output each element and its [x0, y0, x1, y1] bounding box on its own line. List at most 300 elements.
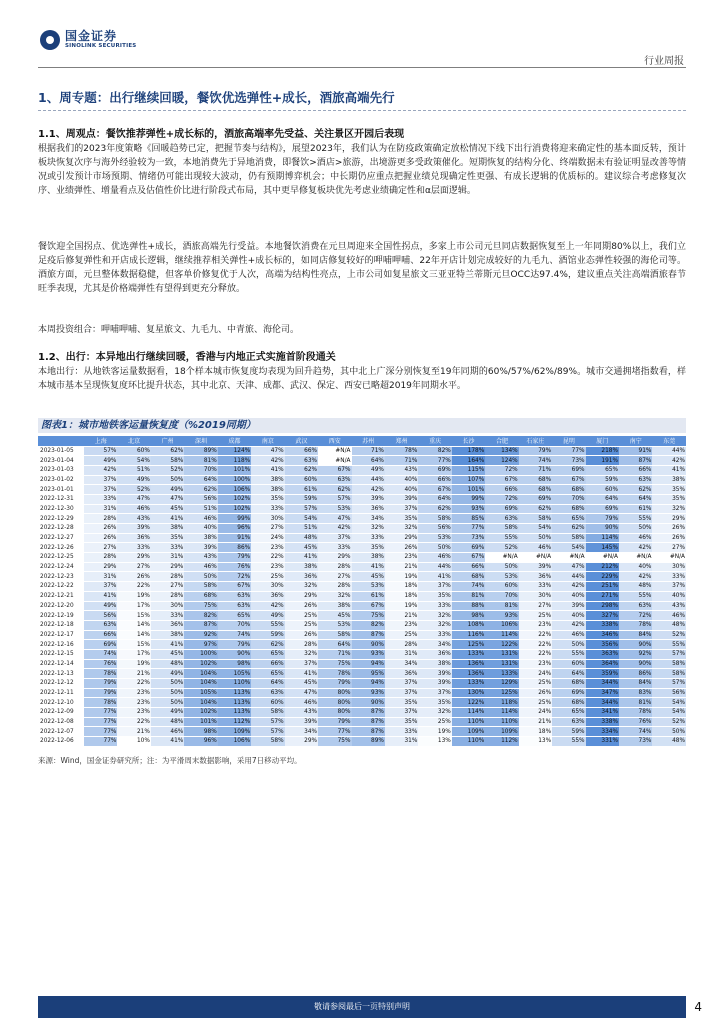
table-cell: #N/A: [519, 553, 552, 563]
table-cell: 212%: [586, 562, 619, 572]
table-cell: 61%: [352, 591, 385, 601]
table-cell: 33%: [251, 504, 284, 514]
table-cell: 356%: [586, 640, 619, 650]
table-cell: 62%: [151, 446, 184, 456]
table-cell: 60%: [586, 485, 619, 495]
table-cell: 62%: [285, 465, 318, 475]
table-cell: 23%: [251, 562, 284, 572]
table-cell: 35%: [418, 591, 451, 601]
table-cell: 229%: [586, 572, 619, 582]
subsection-title-1: 1.1、周观点：餐饮推荐弹性+成长标的，酒旅高端率先受益、关注景区开园后表现: [38, 129, 405, 140]
row-date: 2022-12-09: [38, 708, 84, 718]
table-cell: 33%: [84, 494, 117, 504]
table-cell: 41%: [285, 553, 318, 563]
table-cell: 80%: [318, 708, 351, 718]
table-cell: 102%: [184, 659, 217, 669]
table-row: [38, 727, 686, 737]
row-date: 2022-12-31: [38, 494, 84, 504]
table-cell: 29%: [385, 533, 418, 543]
row-date: 2022-12-27: [38, 533, 84, 543]
table-cell: 47%: [285, 688, 318, 698]
table-cell: 66%: [485, 485, 518, 495]
table-cell: 49%: [151, 485, 184, 495]
header-city: 昆明: [552, 436, 585, 446]
table-cell: 63%: [251, 688, 284, 698]
table-cell: 19%: [385, 572, 418, 582]
table-cell: 90%: [218, 649, 251, 659]
row-date: 2022-12-30: [38, 504, 84, 514]
table-cell: 39%: [285, 717, 318, 727]
table-cell: 37%: [652, 582, 686, 592]
table-cell: 113%: [218, 708, 251, 718]
table-row: [38, 465, 686, 475]
table-cell: 66%: [251, 659, 284, 669]
row-date: 2022-12-17: [38, 630, 84, 640]
table-cell: 33%: [418, 601, 451, 611]
table-cell: 66%: [285, 446, 318, 456]
table-cell: 50%: [418, 543, 451, 553]
table-cell: 37%: [418, 582, 451, 592]
row-date: 2022-12-26: [38, 543, 84, 553]
table-cell: 39%: [385, 494, 418, 504]
table-cell: 68%: [184, 591, 217, 601]
table-cell: 74%: [218, 630, 251, 640]
table-cell: 37%: [385, 504, 418, 514]
row-date: 2022-12-07: [38, 727, 84, 737]
table-cell: 69%: [485, 504, 518, 514]
table-cell: 14%: [117, 620, 150, 630]
table-cell: 26%: [385, 543, 418, 553]
table-cell: 364%: [586, 659, 619, 669]
table-cell: 79%: [586, 514, 619, 524]
table-cell: 13%: [418, 737, 451, 746]
table-cell: 76%: [619, 717, 652, 727]
table-cell: 164%: [452, 456, 485, 466]
table-cell: #N/A: [652, 553, 686, 563]
row-date: 2023-01-03: [38, 465, 84, 475]
table-cell: 61%: [285, 485, 318, 495]
metro-recovery-table: [38, 436, 686, 746]
table-cell: 64%: [251, 679, 284, 689]
table-cell: 47%: [318, 514, 351, 524]
table-cell: 28%: [318, 562, 351, 572]
table-row: [38, 591, 686, 601]
table-cell: 66%: [452, 562, 485, 572]
table-row: [38, 485, 686, 495]
table-cell: 45%: [151, 649, 184, 659]
table-cell: 344%: [586, 698, 619, 708]
table-cell: 52%: [652, 630, 686, 640]
table-cell: 24%: [519, 708, 552, 718]
table-cell: 50%: [151, 688, 184, 698]
table-cell: 68%: [552, 679, 585, 689]
table-cell: 30%: [251, 582, 284, 592]
table-cell: 53%: [418, 533, 451, 543]
table-cell: 104%: [184, 679, 217, 689]
row-date: 2022-12-21: [38, 591, 84, 601]
table-cell: 92%: [184, 630, 217, 640]
table-cell: 38%: [318, 601, 351, 611]
table-cell: 37%: [418, 688, 451, 698]
table-cell: 70%: [552, 494, 585, 504]
table-cell: 28%: [285, 640, 318, 650]
table-cell: 89%: [352, 737, 385, 746]
table-cell: 67%: [318, 465, 351, 475]
table-cell: 136%: [452, 659, 485, 669]
table-cell: 46%: [151, 727, 184, 737]
table-cell: 29%: [652, 514, 686, 524]
table-cell: 32%: [652, 504, 686, 514]
table-cell: 21%: [519, 717, 552, 727]
table-cell: 58%: [251, 737, 284, 746]
table-cell: 77%: [84, 737, 117, 746]
section-title: 1、周专题：出行继续回暖，餐饮优选弹性+成长，酒旅高端先行: [38, 90, 395, 105]
table-cell: 31%: [385, 737, 418, 746]
table-cell: 23%: [251, 543, 284, 553]
table-cell: 72%: [619, 611, 652, 621]
table-cell: 106%: [218, 737, 251, 746]
table-cell: 59%: [285, 494, 318, 504]
table-cell: 42%: [652, 456, 686, 466]
table-cell: 18%: [385, 582, 418, 592]
table-cell: 82%: [184, 611, 217, 621]
table-cell: 67%: [418, 485, 451, 495]
table-cell: 63%: [552, 717, 585, 727]
table-cell: 23%: [117, 688, 150, 698]
table-cell: 63%: [285, 456, 318, 466]
table-cell: 22%: [519, 649, 552, 659]
table-cell: 91%: [619, 446, 652, 456]
table-cell: 33%: [318, 543, 351, 553]
table-cell: 76%: [84, 659, 117, 669]
table-cell: 73%: [552, 456, 585, 466]
table-cell: 55%: [619, 591, 652, 601]
table-cell: 53%: [318, 620, 351, 630]
table-cell: 106%: [485, 620, 518, 630]
table-cell: 31%: [84, 504, 117, 514]
table-cell: 27%: [151, 582, 184, 592]
subsection-title-2: 1.2、出行：本异地出行继续回暖，香港与内地正式实施首阶段通关: [38, 352, 336, 363]
table-cell: 24%: [251, 533, 284, 543]
header-city: 南京: [251, 436, 284, 446]
table-cell: 67%: [452, 553, 485, 563]
table-cell: 79%: [318, 679, 351, 689]
table-cell: 110%: [485, 717, 518, 727]
table-cell: 64%: [318, 640, 351, 650]
table-cell: 84%: [619, 630, 652, 640]
table-row: [38, 717, 686, 727]
table-cell: 63%: [218, 591, 251, 601]
table-cell: 86%: [218, 543, 251, 553]
table-cell: 55%: [552, 737, 585, 746]
table-cell: 114%: [485, 630, 518, 640]
table-cell: 64%: [619, 494, 652, 504]
table-cell: 79%: [519, 446, 552, 456]
table-cell: 101%: [452, 485, 485, 495]
table-cell: 62%: [318, 485, 351, 495]
table-cell: 87%: [352, 727, 385, 737]
paragraph-dining-text: 餐饮迎全国拐点、优选弹性+成长，酒旅高端先行受益。本地餐饮消费在元旦周迎来全国性拐点，多家上市公司元旦同店数据恢复至上一年同期80%以上，我们立足疫后修复弹性和开店成长逻辑，继续推荐相关弹性+成长标的，如同店修复较好的呷哺呷哺、22年开店计划完成较好的九毛九、酒馆业态弹性较强的海伦司等。酒旅方面，元旦整体数据稳健，但客单价修复优于人次，高端为结构性亮点，上市公司如复星旅文三亚亚特兰蒂斯元旦OCC达97.4%，建议重点关注高端酒旅春节旺季表现，尤其是价格端弹性有望得到更充分释放。: [38, 242, 686, 294]
table-cell: 41%: [251, 465, 284, 475]
table-cell: 124%: [218, 446, 251, 456]
table-row: [38, 737, 686, 746]
table-cell: 74%: [84, 649, 117, 659]
table-cell: 116%: [452, 630, 485, 640]
table-cell: 37%: [318, 533, 351, 543]
table-cell: 79%: [218, 553, 251, 563]
table-cell: 93%: [352, 688, 385, 698]
paragraph-dining: [38, 240, 686, 296]
table-cell: 26%: [285, 601, 318, 611]
table-cell: 96%: [184, 737, 217, 746]
table-cell: 33%: [385, 727, 418, 737]
header-city: 深圳: [184, 436, 217, 446]
table-cell: 38%: [285, 562, 318, 572]
table-cell: 54%: [117, 456, 150, 466]
table-cell: 56%: [652, 688, 686, 698]
header-city: 苏州: [352, 436, 385, 446]
table-cell: 37%: [385, 688, 418, 698]
table-cell: 21%: [385, 562, 418, 572]
table-cell: 40%: [652, 591, 686, 601]
table-cell: 118%: [218, 456, 251, 466]
table-cell: 114%: [485, 708, 518, 718]
table-cell: 50%: [619, 524, 652, 534]
table-cell: 47%: [251, 446, 284, 456]
table-cell: 45%: [151, 504, 184, 514]
table-cell: 63%: [218, 601, 251, 611]
table-cell: 90%: [586, 524, 619, 534]
table-cell: 30%: [151, 601, 184, 611]
table-cell: 30%: [652, 562, 686, 572]
row-date: 2023-01-05: [38, 446, 84, 456]
table-cell: 64%: [352, 456, 385, 466]
table-row: [38, 572, 686, 582]
table-cell: 56%: [184, 494, 217, 504]
table-cell: 58%: [652, 659, 686, 669]
header-city: 石家庄: [519, 436, 552, 446]
brand-logo-icon: [40, 30, 60, 50]
page-number: 4: [694, 1000, 702, 1014]
table-cell: 67%: [352, 601, 385, 611]
table-cell: 74%: [452, 582, 485, 592]
table-cell: 114%: [586, 533, 619, 543]
table-cell: 55%: [251, 620, 284, 630]
table-cell: 90%: [619, 640, 652, 650]
table-cell: 36%: [519, 572, 552, 582]
table-cell: 67%: [485, 475, 518, 485]
table-cell: 25%: [285, 620, 318, 630]
row-date: 2023-01-04: [38, 456, 84, 466]
table-cell: 22%: [519, 640, 552, 650]
row-date: 2022-12-13: [38, 669, 84, 679]
table-cell: 125%: [452, 640, 485, 650]
table-cell: 65%: [251, 649, 284, 659]
table-cell: 22%: [519, 630, 552, 640]
table-cell: 65%: [251, 669, 284, 679]
header-city: 东莞: [652, 436, 686, 446]
row-date: 2022-12-29: [38, 514, 84, 524]
table-cell: 122%: [485, 640, 518, 650]
table-cell: 35%: [151, 533, 184, 543]
table-cell: 96%: [218, 524, 251, 534]
table-cell: 10%: [117, 737, 150, 746]
table-cell: 60%: [251, 698, 284, 708]
table-cell: 105%: [184, 688, 217, 698]
table-cell: 134%: [485, 446, 518, 456]
table-cell: 85%: [452, 514, 485, 524]
table-cell: 35%: [352, 543, 385, 553]
table-row: [38, 698, 686, 708]
table-cell: 21%: [117, 727, 150, 737]
table-cell: 53%: [318, 504, 351, 514]
table-cell: 37%: [385, 708, 418, 718]
header-city: 合肥: [485, 436, 518, 446]
table-cell: 46%: [619, 533, 652, 543]
table-cell: 46%: [519, 543, 552, 553]
row-date: 2022-12-18: [38, 620, 84, 630]
table-cell: 58%: [652, 669, 686, 679]
table-cell: 83%: [619, 688, 652, 698]
table-cell: 62%: [552, 524, 585, 534]
table-cell: 59%: [586, 475, 619, 485]
table-row: [38, 446, 686, 456]
table-cell: 38%: [251, 475, 284, 485]
paragraph-portfolio-text: 本周投资组合：呷哺呷哺、复星旅文、九毛九、中青旅、海伦司。: [38, 325, 300, 335]
table-cell: 50%: [151, 698, 184, 708]
table-cell: 69%: [552, 688, 585, 698]
table-cell: 49%: [251, 611, 284, 621]
table-cell: 41%: [84, 591, 117, 601]
table-cell: 55%: [552, 649, 585, 659]
table-row: [38, 649, 686, 659]
table-cell: 19%: [385, 601, 418, 611]
table-cell: 19%: [117, 591, 150, 601]
table-cell: 24%: [519, 669, 552, 679]
row-date: 2022-12-22: [38, 582, 84, 592]
table-cell: 99%: [218, 514, 251, 524]
table-header-row: [38, 436, 686, 446]
table-cell: 18%: [385, 591, 418, 601]
table-cell: 35%: [652, 485, 686, 495]
table-cell: 87%: [352, 717, 385, 727]
table-cell: 49%: [151, 669, 184, 679]
table-cell: 113%: [218, 698, 251, 708]
table-cell: 68%: [519, 475, 552, 485]
table-cell: 75%: [318, 737, 351, 746]
table-cell: 108%: [452, 620, 485, 630]
table-cell: 33%: [117, 543, 150, 553]
report-type: 行业周报: [644, 56, 684, 67]
row-date: 2022-12-12: [38, 679, 84, 689]
table-cell: 77%: [84, 708, 117, 718]
table-cell: 29%: [117, 553, 150, 563]
table-cell: 58%: [519, 514, 552, 524]
table-cell: 65%: [552, 514, 585, 524]
table-cell: 15%: [117, 640, 150, 650]
table-cell: 36%: [285, 572, 318, 582]
table-cell: 56%: [84, 611, 117, 621]
table-cell: #N/A: [485, 553, 518, 563]
table-cell: 39%: [519, 562, 552, 572]
table-cell: 81%: [619, 698, 652, 708]
table-cell: 37%: [84, 582, 117, 592]
table-row: [38, 494, 686, 504]
table-cell: 22%: [117, 717, 150, 727]
table-cell: 47%: [117, 494, 150, 504]
brand-name-cn: 国金证券: [65, 29, 118, 44]
row-date: 2022-12-23: [38, 572, 84, 582]
table-cell: 25%: [385, 630, 418, 640]
table-cell: 104%: [184, 669, 217, 679]
table-cell: 43%: [652, 601, 686, 611]
table-cell: 39%: [418, 679, 451, 689]
table-cell: 32%: [285, 649, 318, 659]
table-cell: 79%: [218, 640, 251, 650]
table-cell: 102%: [218, 504, 251, 514]
table-row: [38, 504, 686, 514]
table-cell: 54%: [652, 698, 686, 708]
table-row: [38, 611, 686, 621]
table-cell: 29%: [285, 737, 318, 746]
table-cell: 109%: [218, 727, 251, 737]
table-cell: 69%: [519, 494, 552, 504]
table-cell: 50%: [519, 533, 552, 543]
table-cell: 112%: [218, 717, 251, 727]
table-cell: #N/A: [586, 553, 619, 563]
table-cell: 19%: [418, 727, 451, 737]
table-row: [38, 620, 686, 630]
figure-source: 来源：Wind，国金证券研究所；注：为平滑周末数据影响，采用7日移动平均。: [38, 756, 302, 765]
header-city: 长沙: [452, 436, 485, 446]
table-cell: 346%: [586, 630, 619, 640]
table-cell: 69%: [418, 465, 451, 475]
footer-disclaimer: 敬请参阅最后一页特别声明: [314, 1002, 410, 1011]
table-cell: 71%: [385, 456, 418, 466]
table-cell: 49%: [117, 475, 150, 485]
table-cell: 61%: [619, 504, 652, 514]
table-cell: 63%: [84, 620, 117, 630]
table-cell: 32%: [352, 524, 385, 534]
table-cell: 110%: [218, 679, 251, 689]
table-cell: 38%: [151, 524, 184, 534]
table-cell: 77%: [552, 446, 585, 456]
table-cell: 81%: [452, 591, 485, 601]
table-cell: #N/A: [619, 553, 652, 563]
table-cell: 75%: [184, 601, 217, 611]
table-cell: 60%: [285, 475, 318, 485]
table-cell: 32%: [418, 611, 451, 621]
table-cell: 36%: [117, 533, 150, 543]
table-cell: 40%: [552, 611, 585, 621]
table-cell: 131%: [485, 649, 518, 659]
table-cell: 90%: [352, 640, 385, 650]
table-cell: 72%: [218, 572, 251, 582]
table-cell: 50%: [151, 475, 184, 485]
table-cell: 45%: [285, 679, 318, 689]
header-city: 武汉: [285, 436, 318, 446]
table-cell: 70%: [218, 620, 251, 630]
table-cell: 46%: [652, 611, 686, 621]
table-cell: 42%: [552, 582, 585, 592]
table-cell: 13%: [519, 737, 552, 746]
table-cell: 44%: [652, 446, 686, 456]
table-cell: 130%: [452, 688, 485, 698]
table-cell: 57%: [652, 679, 686, 689]
table-cell: 100%: [218, 475, 251, 485]
table-cell: 41%: [151, 640, 184, 650]
table-cell: 36%: [251, 591, 284, 601]
